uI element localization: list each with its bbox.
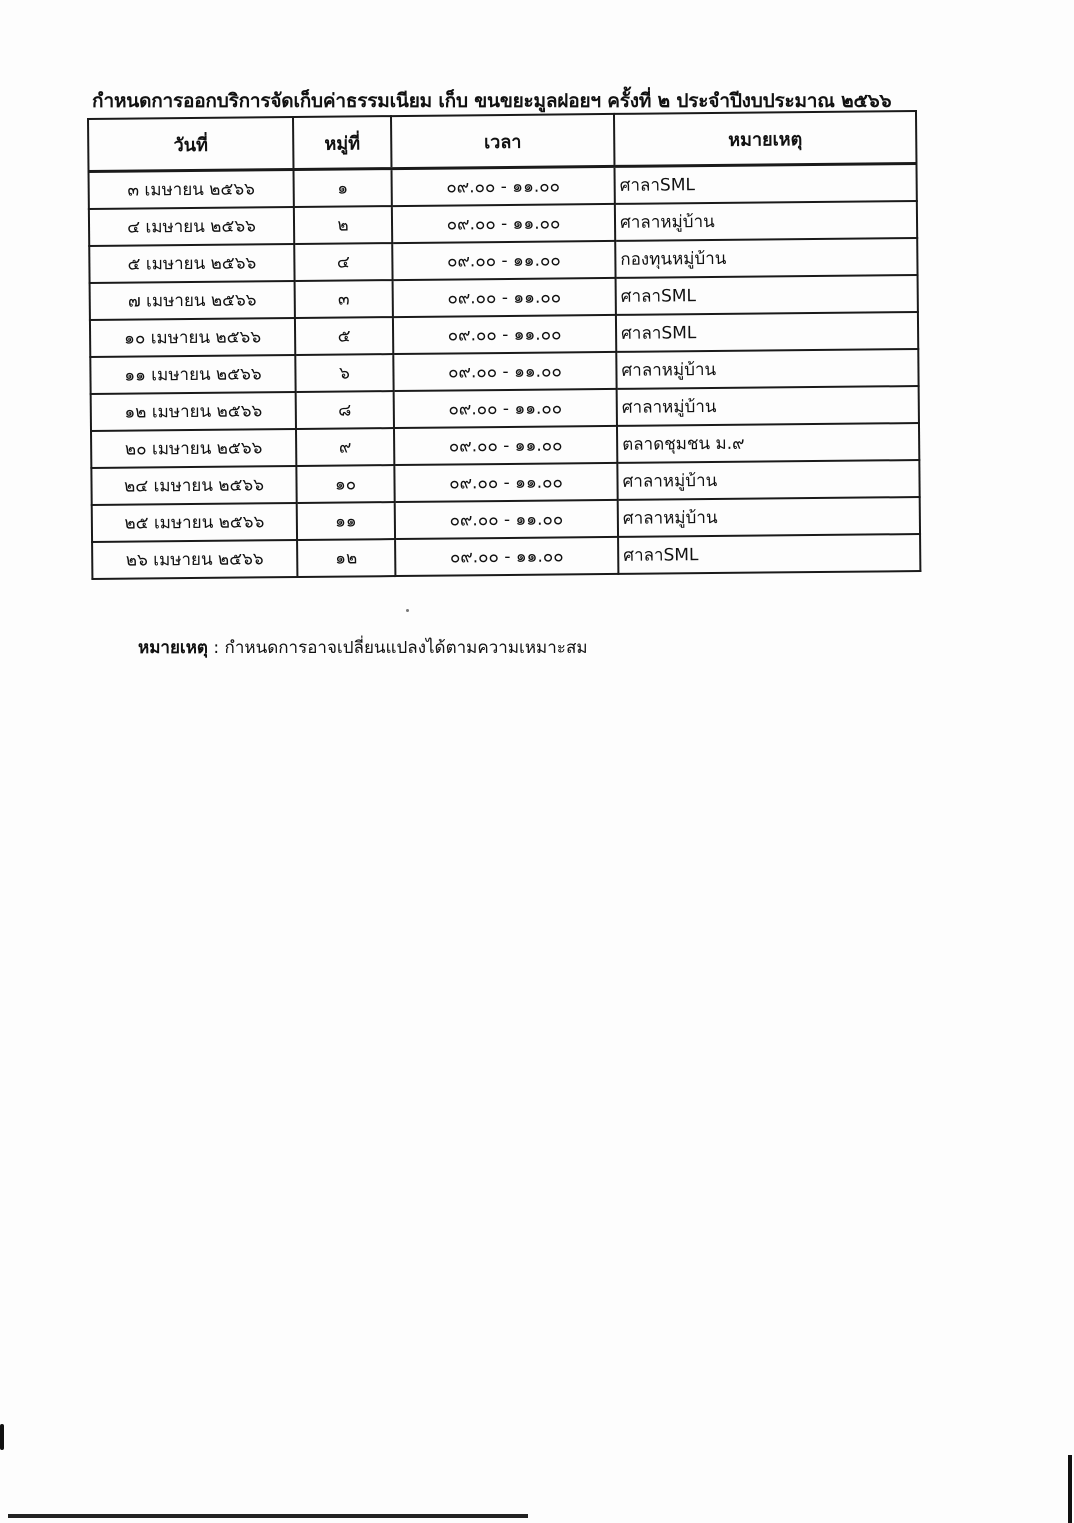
table-row xyxy=(92,534,920,579)
cell-date: ๓ เมษายน ๒๕๖๖ xyxy=(89,170,294,209)
scan-edge-mark-left xyxy=(0,1424,4,1450)
cell-village: ๑ xyxy=(294,169,392,207)
cell-time: ๐๙.๐๐ - ๑๑.๐๐ xyxy=(393,315,616,354)
cell-note: ศาลาSML xyxy=(618,534,920,574)
header-time: เวลา xyxy=(391,114,614,169)
cell-village: ๓ xyxy=(295,280,393,318)
remark-separator: : xyxy=(207,638,225,658)
cell-village: ๙ xyxy=(296,428,394,466)
cell-date: ๕ เมษายน ๒๕๖๖ xyxy=(89,244,294,283)
cell-village: ๑๐ xyxy=(296,465,394,503)
cell-note: ศาลาSML xyxy=(614,164,916,204)
cell-date: ๑๑ เมษายน ๒๕๖๖ xyxy=(90,355,295,394)
cell-time: ๐๙.๐๐ - ๑๑.๐๐ xyxy=(391,166,614,206)
cell-time: ๐๙.๐๐ - ๑๑.๐๐ xyxy=(394,426,617,465)
cell-date: ๑๒ เมษายน ๒๕๖๖ xyxy=(91,392,296,431)
cell-time: ๐๙.๐๐ - ๑๑.๐๐ xyxy=(392,241,615,280)
cell-village: ๑๑ xyxy=(297,502,395,540)
table-header-row xyxy=(88,111,916,171)
scan-edge-mark-right xyxy=(1068,1455,1072,1523)
cell-note: ศาลาหมู่บ้าน xyxy=(617,386,919,426)
cell-date: ๑๐ เมษายน ๒๕๖๖ xyxy=(90,318,295,357)
cell-date: ๒๔ เมษายน ๒๕๖๖ xyxy=(91,466,296,505)
document-title: กำหนดการออกบริการจัดเก็บค่าธรรมเนียม เก็บ ขนขยะมูลฝอยฯ ครั้งที่ ๒ ประจำปีงบประมาณ ๒๕๖๖ xyxy=(92,90,892,112)
cell-date: ๒๐ เมษายน ๒๕๖๖ xyxy=(91,429,296,468)
cell-time: ๐๙.๐๐ - ๑๑.๐๐ xyxy=(393,278,616,317)
remark-line xyxy=(138,634,588,661)
cell-village: ๑๒ xyxy=(297,539,395,577)
cell-village: ๕ xyxy=(295,317,393,355)
cell-village: ๒ xyxy=(294,206,392,244)
cell-village: ๖ xyxy=(295,354,393,392)
scan-edge-line-bottom xyxy=(8,1514,528,1518)
header-note: หมายเหตุ xyxy=(614,111,916,166)
cell-date: ๒๕ เมษายน ๒๕๖๖ xyxy=(92,503,297,542)
cell-time: ๐๙.๐๐ - ๑๑.๐๐ xyxy=(393,352,616,391)
cell-date: ๒๖ เมษายน ๒๕๖๖ xyxy=(92,540,297,579)
cell-note: ศาลาSML xyxy=(616,312,918,352)
cell-village: ๔ xyxy=(294,243,392,281)
cell-note: กองทุนหมู่บ้าน xyxy=(615,238,917,278)
cell-note: ศาลาหมู่บ้าน xyxy=(617,460,919,500)
header-date: วันที่ xyxy=(88,117,293,171)
cell-time: ๐๙.๐๐ - ๑๑.๐๐ xyxy=(394,463,617,502)
header-village: หมู่ที่ xyxy=(293,116,391,169)
cell-date: ๗ เมษายน ๒๕๖๖ xyxy=(90,281,295,320)
cell-note: ศาลาหมู่บ้าน xyxy=(615,201,917,241)
cell-village: ๘ xyxy=(296,391,394,429)
remark-text: กำหนดการอาจเปลี่ยนแปลงได้ตามความเหมาะสม xyxy=(224,638,588,658)
cell-note: ศาลาSML xyxy=(616,275,918,315)
remark-label: หมายเหตุ xyxy=(138,638,208,658)
cell-note: ตลาดชุมชน ม.๙ xyxy=(617,423,919,463)
cell-time: ๐๙.๐๐ - ๑๑.๐๐ xyxy=(394,389,617,428)
cell-date: ๔ เมษายน ๒๕๖๖ xyxy=(89,207,294,246)
schedule-table xyxy=(87,110,921,580)
cell-note: ศาลาหมู่บ้าน xyxy=(616,349,918,389)
cell-time: ๐๙.๐๐ - ๑๑.๐๐ xyxy=(395,500,618,539)
scan-speck xyxy=(406,609,409,612)
cell-time: ๐๙.๐๐ - ๑๑.๐๐ xyxy=(392,204,615,243)
cell-note: ศาลาหมู่บ้าน xyxy=(618,497,920,537)
cell-time: ๐๙.๐๐ - ๑๑.๐๐ xyxy=(395,537,618,576)
